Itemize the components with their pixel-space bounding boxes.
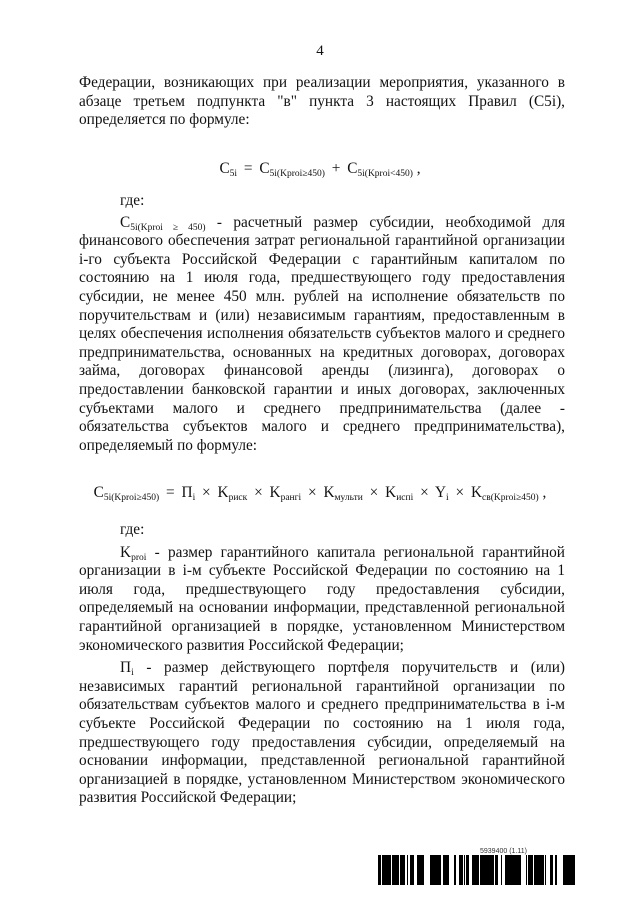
barcode-bar — [475, 855, 476, 885]
barcode-bar — [433, 855, 434, 885]
formula2-factor-p: $П_i$ — [181, 484, 196, 503]
barcode-bar — [569, 855, 572, 885]
barcode-bar — [542, 855, 544, 885]
formula2-times: × — [369, 484, 379, 501]
formula2-times: × — [455, 484, 465, 501]
where-block-2 — [79, 521, 565, 808]
barcode-bar — [437, 855, 439, 885]
formula1-lhs: $C_{5i}$ — [219, 160, 238, 179]
barcode-bar — [516, 855, 518, 885]
definition-kproi — [79, 544, 565, 656]
intro-text: Федерации, возникающих при реализации мероприятия, указанного в абзаце третьем подпункта "в" пункта 3 настоящих Правил (C5i), определяется по формуле: — [79, 74, 565, 129]
barcode-bar — [400, 855, 401, 885]
barcode-bar — [392, 855, 394, 885]
barcode-bar — [460, 855, 461, 885]
intro-paragraph — [79, 74, 565, 130]
barcode-bar — [401, 855, 403, 885]
definition-pi — [79, 659, 565, 808]
page-number: 4 — [316, 43, 324, 59]
barcode-bar — [514, 855, 516, 885]
formula2-factor-krisk: $K_{риск}$ — [217, 484, 248, 503]
barcode-bar — [418, 855, 419, 885]
barcode-bar — [535, 855, 537, 885]
barcode-bar — [413, 855, 414, 885]
barcode-bar — [432, 855, 433, 885]
barcode-bar — [545, 855, 546, 885]
formula1-plus: + — [331, 160, 341, 177]
def1-text: - расчетный размер субсидии, необходимой для финансового обеспечения затрат региональной гарантийной организации i-го субъекта Российской Федерации с гарантийным капиталом по состоянию на 1 июля года, предшествующего году предоставления субсидии, не менее 450 млн. рублей на исполнение обязательств по поручительствам и (или) независимым гарантиям, предоставленным в целях обеспечения исполнения обязательств субъектов малого и среднего предпринимательства, основанных на кредитных договорах, договорах займа, договорах финансовой аренды (лизинга), договорах о предоставлении банковской гарантии и иных договорах, заключенных субъектами малого и среднего предпринимательства (далее - обязательства субъектов малого и среднего предпринимательства), определяемый по формуле: — [79, 213, 565, 454]
barcode-bar — [430, 855, 432, 885]
barcode-bar — [396, 855, 399, 885]
barcode-bar — [491, 855, 494, 885]
barcode-bar — [495, 855, 498, 885]
barcode-bar — [443, 855, 445, 885]
barcode-bar — [467, 855, 468, 885]
barcode-block — [378, 843, 575, 887]
barcode-bar — [422, 855, 424, 885]
def2-symbol: $K_{proi}$ — [120, 543, 147, 563]
formula2-factor-krang: $K_{рангi}$ — [269, 484, 302, 503]
barcode-bar — [378, 855, 379, 885]
barcode-bar — [394, 855, 396, 885]
def1-symbol: $C_{5i(Kproi \ge 450)}$ — [120, 213, 206, 233]
barcode-bar — [464, 855, 465, 885]
barcode-label: 5939400 (1.11) — [480, 848, 527, 855]
barcode-bar — [538, 855, 539, 885]
barcode-bar — [572, 855, 575, 885]
barcode-bar — [501, 855, 502, 885]
barcode-bar — [466, 855, 467, 885]
formula1-term1: $C_{5i(Kproi\ge 450)}$ — [259, 160, 325, 179]
barcode-bar — [434, 855, 437, 885]
barcode-bar — [567, 855, 569, 885]
definition-c5i-high — [79, 214, 565, 456]
barcode-bar — [439, 855, 441, 885]
barcode-bar — [510, 855, 511, 885]
formula2-factor-kmulti: $K_{мульти}$ — [323, 484, 363, 503]
barcode-bar — [417, 855, 418, 885]
barcode-bar — [412, 855, 413, 885]
barcode-bar — [461, 855, 462, 885]
barcode-bar — [390, 855, 391, 885]
where-label-1: где: — [120, 192, 145, 209]
barcode-bar — [454, 855, 455, 885]
barcode-bar — [520, 855, 521, 885]
barcode-bar — [555, 855, 556, 885]
barcode-bar — [556, 855, 557, 885]
barcode-bar — [478, 855, 479, 885]
barcode-bar — [505, 855, 507, 885]
formula2-tail: , — [542, 484, 547, 501]
barcode-bar — [472, 855, 475, 885]
formula1-tail: , — [416, 160, 421, 177]
barcode-bar — [455, 855, 456, 885]
formula2-eq: = — [166, 484, 175, 501]
barcode-bar — [563, 855, 566, 885]
barcode-bar — [518, 855, 520, 885]
barcode-bar — [468, 855, 469, 885]
formula2-factor-ksv: $K_{св(Kproi\ge 450)}$ — [470, 484, 539, 503]
formula1-term2: $C_{5i(Kproi<450)}$ — [347, 160, 413, 179]
barcode-bar — [511, 855, 514, 885]
barcode-bar — [532, 855, 533, 885]
barcode-bar — [566, 855, 567, 885]
formula2-lhs: $C_{5i(Kproi\ge 450)}$ — [93, 484, 160, 503]
barcode-bar — [448, 855, 449, 885]
barcode-bar — [528, 855, 530, 885]
barcode-bar — [552, 855, 553, 885]
barcode-bar — [485, 855, 488, 885]
barcode-bar — [380, 855, 381, 885]
def2-text: - размер гарантийного капитала региональной гарантийной организации в i-м субъекте Российской Федерации по состоянию на 1 июля года, предшествующего году предоставления субсидии, определяемый на основании информации, представленной региональной гарантийной организацией в порядке, установленном Министерством экономического развития Российской Федерации; — [79, 543, 565, 654]
def3-text: - размер действующего портфеля поручительств и (или) независимых гарантий региональной гарантийной организации по обязательствам субъектов малого и среднего предпринимательства в i-м субъекте Российской Федерации по состоянию на 1 июля года, предшествующего году предоставления субсидии, определяемый на основании информации, представленной региональной гарантийной организацией в порядке, установленном Министерством экономического развития Российской Федерации; — [79, 659, 565, 807]
formula-c5i — [0, 160, 640, 179]
barcode-bar — [407, 855, 408, 885]
barcode-bar — [480, 855, 481, 885]
barcode-bar — [410, 855, 412, 885]
barcode-bar — [507, 855, 510, 885]
barcode-image — [378, 855, 575, 885]
barcode-bar — [537, 855, 538, 885]
formula2-times: × — [202, 484, 211, 501]
formula2-times: × — [308, 484, 317, 501]
barcode-bar — [459, 855, 460, 885]
def3-symbol: $П_i$ — [120, 659, 134, 679]
barcode-bar — [384, 855, 387, 885]
barcode-bar — [403, 855, 405, 885]
barcode-bar — [445, 855, 448, 885]
barcode-bar — [476, 855, 478, 885]
barcode-bar — [539, 855, 542, 885]
formula1-eq: = — [243, 160, 253, 177]
barcode-bar — [379, 855, 380, 885]
formula2-times: × — [420, 484, 429, 501]
barcode-bar — [484, 855, 485, 885]
barcode-bar — [421, 855, 422, 885]
barcode-bar — [530, 855, 531, 885]
where-block-1 — [79, 192, 565, 455]
barcode-bar — [526, 855, 527, 885]
barcode-bar — [488, 855, 491, 885]
barcode-bar — [382, 855, 384, 885]
formula2-factor-kisp: $K_{испi}$ — [385, 484, 414, 503]
barcode-bar — [534, 855, 535, 885]
barcode-bar — [531, 855, 532, 885]
barcode-bar — [550, 855, 552, 885]
formula2-times: × — [254, 484, 263, 501]
barcode-bar — [419, 855, 421, 885]
barcode-bar — [388, 855, 390, 885]
barcode-bar — [481, 855, 484, 885]
formula2-factor-y: $Y_i$ — [434, 484, 449, 503]
barcode-bar — [462, 855, 463, 885]
formula-c5i-high — [0, 484, 640, 503]
where-label-2: где: — [120, 521, 145, 538]
barcode-bar — [387, 855, 388, 885]
